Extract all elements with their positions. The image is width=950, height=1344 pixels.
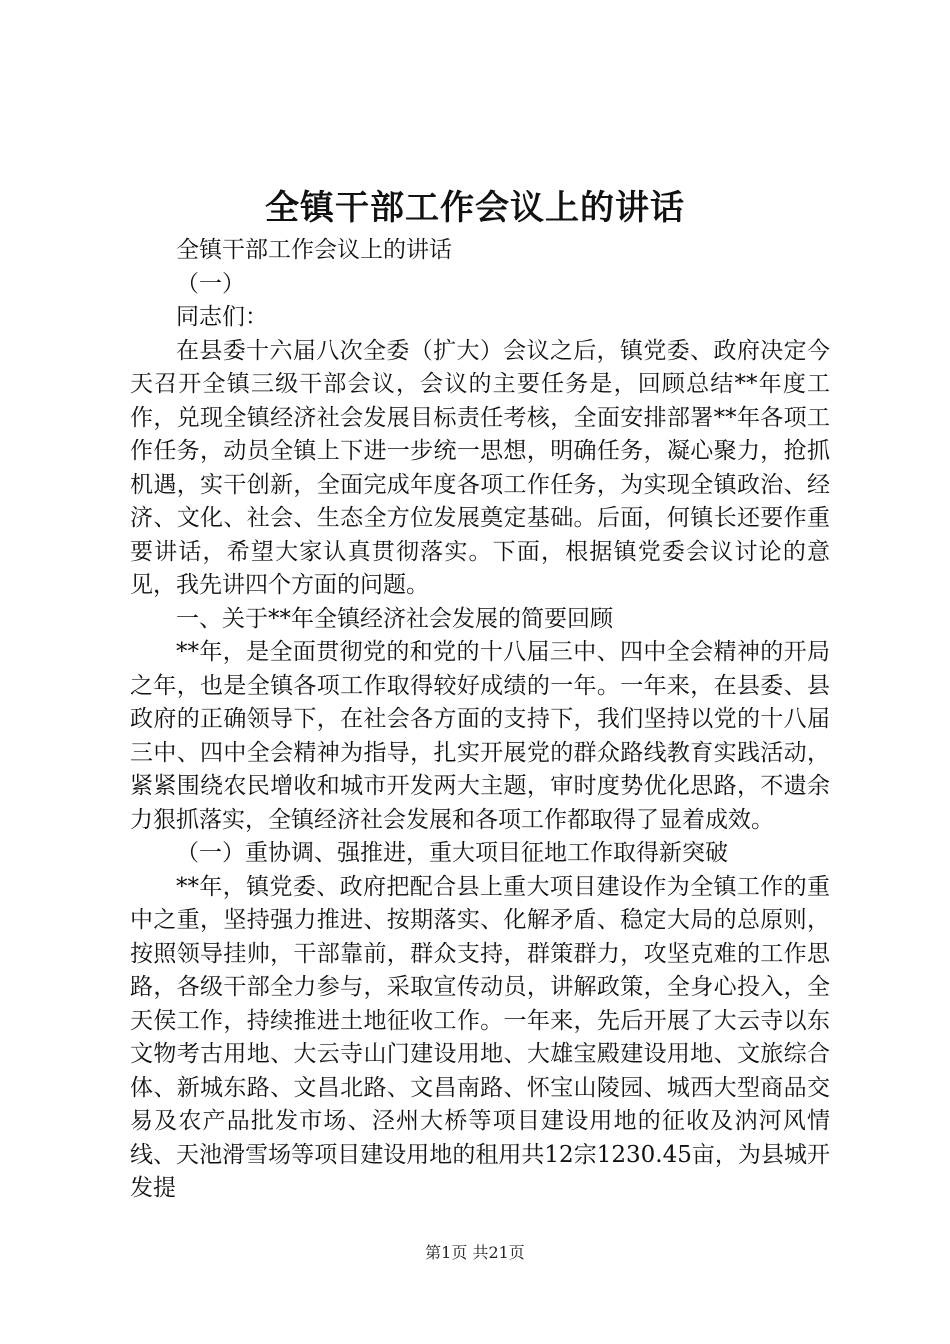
subsection-heading: （一）重协调、强推进，重大项目征地工作取得新突破	[176, 840, 728, 866]
salutation-paragraph: 同志们：	[176, 304, 268, 330]
subtitle-paragraph: 全镇干部工作会议上的讲话	[176, 237, 452, 263]
document-body	[130, 234, 830, 1206]
section-heading: 一、关于**年全镇经济社会发展的简要回顾	[176, 605, 613, 632]
body-paragraph: **年，镇党委、政府把配合县上重大项目建设作为全镇工作的重中之重，坚持强力推进、按期落实、化解矛盾、稳定大局的总原则，按照领导挂帅，干部靠前，群众支持，群策群力，攻坚克难的工作思路，各级干部全力参与，采取宣传动员，讲解政策，全身心投入，全天侯工作，持续推进土地征收工作。一年来，先后开展了大云寺以东文物考古用地、大云寺山门建设用地、大雄宝殿建设用地、文旅综合体、新城东路、文昌北路、文昌南路、怀宝山陵园、城西大型商品交易及农产品批发市场、泾州大桥等项目建设用地的征收及汭河风情线、天池滑雪场等项目建设用地的租用共12宗1230.45亩，为县城开发提	[130, 873, 830, 1201]
body-paragraph: **年，是全面贯彻党的和党的十八届三中、四中全会精神的开局之年，也是全镇各项工作取得较好成绩的一年。一年来，在县委、县政府的正确领导下，在社会各方面的支持下，我们坚持以党的十八届三中、四中全会精神为指导，扎实开展党的群众路线教育实践活动，紧紧围绕农民增收和城市开发两大主题，审时度势优化思路，不遗余力狠抓落实，全镇经济社会发展和各项工作都取得了显着成效。	[130, 639, 830, 833]
document-title: 全镇干部工作会议上的讲话	[265, 188, 685, 228]
page-number-footer: 第1页 共21页	[425, 1243, 525, 1262]
body-paragraph: 在县委十六届八次全委（扩大）会议之后，镇党委、政府决定今天召开全镇三级干部会议，会议的主要任务是，回顾总结**年度工作，兑现全镇经济社会发展目标责任考核，全面安排部署**年各项工作任务，动员全镇上下进一步统一思想，明确任务，凝心聚力，抢抓机遇，实干创新，全面完成年度各项工作任务，为实现全镇政治、经济、文化、社会、生态全方位发展奠定基础。后面，何镇长还要作重要讲话，希望大家认真贯彻落实。下面，根据镇党委会议讨论的意见，我先讲四个方面的问题。	[130, 337, 830, 598]
section-number-paragraph: （一）	[176, 270, 245, 297]
